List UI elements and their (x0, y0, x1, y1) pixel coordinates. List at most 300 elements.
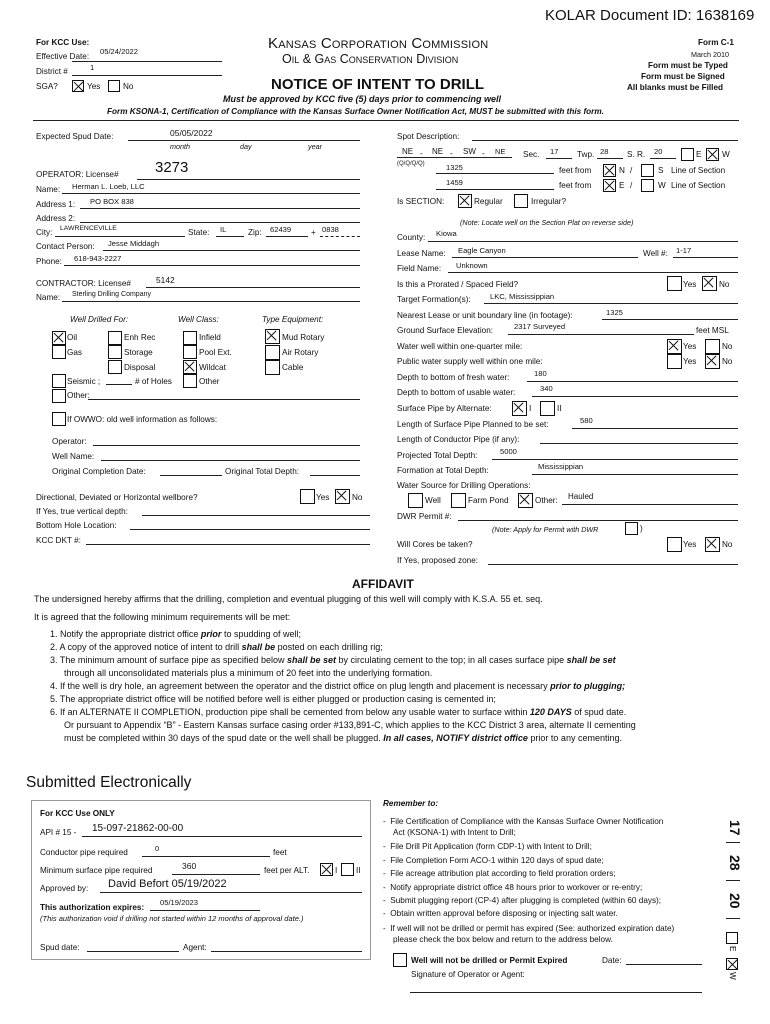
affidavit-item1 (50, 630, 301, 639)
item3-text-a: 3. The minimum amount of surface pipe as specified below (50, 655, 287, 665)
nearest-boundary-line (602, 319, 738, 320)
signature-line (410, 992, 702, 993)
directional-no-checkbox[interactable] (335, 489, 350, 504)
api-label: API # 15 - (40, 828, 77, 837)
directional-label: Directional, Deviated or Horizontal wellbore? (36, 493, 198, 502)
contact-label: Contact Person: (36, 242, 95, 251)
mud-rotary-checkbox[interactable] (265, 329, 280, 344)
feet1-line (436, 173, 554, 174)
remember-title: Remember to: (383, 799, 439, 808)
fresh-water-label: Depth to bottom of fresh water: (397, 373, 510, 382)
effective-date-label: Effective Date: (36, 52, 90, 61)
item1-text-a: 1. Notify the appropriate district office (50, 629, 201, 639)
affidavit-item6 (50, 708, 626, 717)
fresh-water-value[interactable]: 180 (534, 369, 547, 378)
sga-no-checkbox[interactable] (108, 80, 120, 92)
other-class-checkbox[interactable] (183, 374, 197, 388)
signature-label: Signature of Operator or Agent: (411, 970, 525, 979)
sga-label: SGA? (36, 82, 58, 91)
remember-8-text: If well will not be drilled or permit has expired (See: authorized expiration date) (390, 924, 675, 933)
directional-yes-label: Yes (316, 493, 330, 502)
remember-2: - File Drill Pit Application (form CDP-1) with Intent to Drill; (383, 842, 592, 851)
owwo-checkbox[interactable] (52, 412, 66, 426)
zip-plus: + (311, 228, 316, 237)
operator-license-label: OPERATOR: License# (36, 170, 119, 179)
source-other-checkbox[interactable] (518, 493, 533, 508)
type-equipment-heading: Type Equipment: (262, 315, 324, 324)
kcc-dkt-label: KCC DKT #: (36, 536, 81, 545)
seismic-label: Seismic ; (67, 377, 101, 386)
kcc-alt2-checkbox[interactable] (341, 863, 354, 876)
state-value[interactable]: IL (220, 225, 227, 234)
spud-date-kcc-line (87, 951, 179, 952)
prorated-no-label: No (719, 280, 730, 289)
enh-rec-label: Enh Rec (124, 333, 156, 342)
target-formation-line (484, 303, 738, 304)
bottom-hole-label: Bottom Hole Location: (36, 521, 117, 530)
cable-label: Cable (282, 363, 304, 372)
spot-description-label: Spot Description: (397, 132, 460, 141)
fresh-water-line (527, 381, 738, 382)
well-number-line (673, 257, 738, 258)
kcc-alt1-label: I (335, 866, 338, 875)
other-class-label: Other (199, 377, 220, 386)
expires-label: This authorization expires: (40, 903, 145, 912)
north-label: N (619, 166, 625, 175)
dwr-note: (Note: Apply for Permit with DWR (492, 525, 599, 534)
form-number: Form C-1 (698, 38, 734, 47)
remember-8: - If well will not be drilled or permit has expired (See: authorized expiration date) (383, 924, 675, 933)
orig-wellname-line (101, 460, 360, 461)
min-surface-label: Minimum surface pipe required (40, 866, 153, 875)
item6-text-f: In all cases, NOTIFY district office (383, 733, 528, 743)
remember-1-text: File Certification of Compliance with the Kansas Surface Owner Notification (390, 817, 664, 826)
phone-line (64, 265, 360, 266)
south-checkbox[interactable] (641, 164, 654, 177)
remember-8b: please check the box below and return to the address below. (393, 935, 613, 944)
source-farm-pond-checkbox[interactable] (451, 493, 466, 508)
zip-line (266, 236, 308, 237)
cable-checkbox[interactable] (265, 360, 280, 375)
affidavit-p1: The undersigned hereby affirms that the drilling, completion and eventual plugging of this well will comply with K.S.A. 55 et. seq. (34, 594, 543, 604)
other-drilled-line (88, 399, 360, 400)
state-label: State: (188, 228, 210, 237)
zip4-line (320, 236, 360, 237)
water-qm-no-label: No (722, 342, 733, 351)
cores-label: Will Cores be taken? (397, 540, 473, 549)
spud-date-label: Expected Spud Date: (36, 132, 114, 141)
item6-text-c: of spud date. (571, 707, 627, 717)
blanks-note: All blanks must be Filled (627, 83, 723, 92)
other-drilled-label: Other: (67, 391, 90, 400)
expires-value[interactable]: 05/19/2023 (160, 898, 199, 907)
enh-rec-checkbox[interactable] (108, 331, 122, 345)
expired-date-label: Date: (602, 956, 622, 965)
operator-license-value[interactable]: 3273 (155, 159, 189, 176)
alternate-2-checkbox[interactable] (540, 401, 555, 416)
city-label: City: (36, 228, 53, 237)
min-surface-line (172, 874, 260, 875)
section-value[interactable]: 17 (550, 147, 559, 156)
operator-license-line (137, 179, 360, 180)
formation-td-line (532, 474, 738, 475)
approved-by-line (100, 892, 362, 893)
section-label: Sec. (523, 150, 540, 159)
spud-date-kcc-label: Spud date: (40, 943, 80, 952)
target-formation-label: Target Formation(s): (397, 295, 471, 304)
disposal-checkbox[interactable] (108, 360, 122, 374)
contractor-license-label: CONTRACTOR: License# (36, 279, 131, 288)
item3-text-c: by circulating cement to the top; in all cases surface pipe (335, 655, 567, 665)
cores-yes-label: Yes (683, 540, 697, 549)
remember-6: - Submit plugging report (CP-4) after plugging is completed (within 60 days); (383, 896, 662, 905)
approval-notice: Must be approved by KCC five (5) days prior to commencing well (223, 94, 502, 104)
source-farm-pond-label: Farm Pond (468, 496, 509, 505)
contact-value[interactable]: Jesse Middagh (108, 239, 160, 248)
dwr-permit-line (458, 520, 738, 521)
range-label: S. R. (627, 150, 646, 159)
kcc-alt1-checkbox[interactable] (320, 863, 333, 876)
vertical-depth-label: If Yes, true vertical depth: (36, 507, 128, 516)
spot-description-line (472, 140, 738, 141)
kcc-alt2-label: II (356, 866, 361, 875)
month-caption: month (170, 142, 190, 151)
address1-line (80, 208, 360, 209)
item2-text-c: posted on each drilling rig; (275, 642, 383, 652)
remember-1: - File Certification of Compliance with the Kansas Surface Owner Notification (383, 817, 664, 826)
air-rotary-label: Air Rotary (282, 348, 319, 357)
side-divider-1 (726, 842, 740, 843)
feet-from-2: feet from (559, 181, 592, 190)
nearest-boundary-value[interactable]: 1325 (606, 308, 623, 317)
lease-line (452, 257, 638, 258)
public-water-yes-checkbox[interactable] (667, 354, 682, 369)
contact-line (103, 250, 360, 251)
formation-td-label: Formation at Total Depth: (397, 466, 489, 475)
side-range: 20 (727, 893, 743, 909)
south-label: S (658, 166, 664, 175)
water-qm-yes-label: Yes (683, 342, 697, 351)
item1-text-b: prior (200, 629, 222, 639)
district-value[interactable]: 1 (90, 63, 95, 72)
quarter-sep3: - (482, 149, 485, 158)
district-line (72, 75, 222, 76)
day-caption: day (240, 142, 252, 151)
source-other-value[interactable]: Hauled (568, 492, 594, 501)
water-qm-yes-checkbox[interactable] (667, 339, 682, 354)
remember-5-text: Notify appropriate district office 48 hours prior to workover or re-entry; (390, 883, 643, 892)
oil-label: Oil (67, 333, 78, 342)
water-source-label: Water Source for Drilling Operations: (397, 481, 531, 490)
alternate-1-label: I (529, 404, 532, 413)
target-formation-value[interactable]: LKC, Mississippian (490, 292, 555, 301)
district-label: District # (36, 67, 68, 76)
formation-td-value[interactable]: Mississippian (538, 462, 584, 471)
phone-value[interactable]: 618-943-2227 (74, 254, 122, 263)
regular-checkbox[interactable] (458, 194, 472, 208)
city-line (55, 236, 185, 237)
pool-ext-checkbox[interactable] (183, 345, 197, 359)
item4-text-b: prior to plugging; (550, 681, 626, 691)
lease-value[interactable]: Eagle Canyon (458, 246, 506, 255)
range-value[interactable]: 20 (654, 147, 663, 156)
alternate-1-checkbox[interactable] (512, 401, 527, 416)
remember-6-text: Submit plugging report (CP-4) after plugging is completed (within 60 days); (390, 896, 662, 905)
submitted-electronically: Submitted Electronically (26, 774, 192, 791)
ew-sep: / (630, 181, 633, 190)
water-qm-label: Water well within one-quarter mile: (397, 342, 523, 351)
public-water-no-checkbox[interactable] (705, 354, 720, 369)
approved-by-label: Approved by: (40, 884, 89, 893)
side-township: 28 (727, 855, 743, 871)
quarter1[interactable]: NE (402, 147, 414, 156)
typed-note: Form must be Typed (648, 61, 728, 70)
alternate-label: Surface Pipe by Alternate: (397, 404, 492, 413)
source-well-label: Well (425, 496, 441, 505)
mud-rotary-label: Mud Rotary (282, 333, 325, 342)
well-number-label: Well #: (643, 249, 668, 258)
conductor-line (540, 443, 738, 444)
range-east-label: E (696, 150, 702, 159)
conductor-required-value[interactable]: 0 (155, 844, 160, 853)
remember-4-text: File acreage attribution plat according to field proration orders; (390, 869, 616, 878)
remember-4: - File acreage attribution plat according to field proration orders; (383, 869, 616, 878)
address2-label: Address 2: (36, 214, 76, 223)
effective-date-value[interactable]: 05/24/2022 (100, 47, 139, 56)
affidavit-title: AFFIDAVIT (352, 577, 414, 591)
elevation-line (508, 334, 694, 335)
east-label: E (619, 181, 625, 190)
section-line (546, 158, 572, 159)
affidavit-item4 (50, 682, 625, 691)
field-label: Field Name: (397, 264, 442, 273)
holes-line (106, 384, 132, 385)
contractor-license-value[interactable]: 5142 (156, 275, 175, 285)
api-line (82, 836, 362, 837)
usable-water-value[interactable]: 340 (540, 384, 553, 393)
township-value[interactable]: 28 (600, 147, 609, 156)
operator-name-value[interactable]: Herman L. Loeb, LLC (72, 182, 145, 191)
prorated-label: Is this a Prorated / Spaced Field? (397, 280, 519, 289)
source-other-line (562, 504, 738, 505)
well-number-value[interactable]: 1-17 (676, 246, 692, 255)
feet1-value[interactable]: 1325 (446, 163, 463, 172)
affidavit-item3-cont: through all unconsolidated materials plus a minimum of 20 feet into the underlying formation. (64, 668, 433, 678)
side-west-label: W (728, 972, 737, 980)
side-section: 17 (727, 820, 743, 836)
approved-by-value[interactable]: David Befort 05/19/2022 (108, 878, 227, 890)
conductor-required-label: Conductor pipe required (40, 848, 128, 857)
projected-depth-line (492, 459, 738, 460)
directional-no-label: No (352, 493, 363, 502)
county-label: County: (397, 233, 426, 242)
irregular-label: Irregular? (531, 197, 567, 206)
field-line (448, 272, 738, 273)
remember-2-text: File Drill Pit Application (form CDP-1) with Intent to Drill; (390, 842, 592, 851)
spud-date-value[interactable]: 05/05/2022 (170, 128, 213, 138)
usable-water-label: Depth to bottom of usable water: (397, 388, 516, 397)
orig-depth-line (310, 475, 360, 476)
proposed-zone-label: If Yes, proposed zone: (397, 556, 479, 565)
proposed-zone-line (488, 564, 738, 565)
contractor-license-line (146, 287, 360, 288)
owwo-label: If OWWO: old well information as follows: (67, 415, 218, 424)
qqqq-caption: (Q/Q/Q/Q) (397, 161, 425, 167)
pool-ext-label: Pool Ext. (199, 348, 232, 357)
remember-3: - File Completion Form ACO-1 within 120 days of spud date; (383, 856, 604, 865)
side-east-checkbox[interactable] (726, 932, 738, 944)
cores-no-label: No (722, 540, 733, 549)
sga-yes-checkbox[interactable] (72, 80, 84, 92)
orig-operator-line (93, 445, 360, 446)
address2-line (80, 222, 360, 223)
item6-text-e: must be completed within 30 days of the spud date or the well shall be plugged. (64, 733, 384, 743)
public-water-label: Public water supply well within one mile: (397, 357, 543, 366)
projected-depth-value[interactable]: 5000 (500, 447, 517, 456)
agent-label: Agent: (183, 943, 207, 952)
form-title: NOTICE OF INTENT TO DRILL (271, 76, 485, 93)
disposal-label: Disposal (124, 363, 156, 372)
remember-7: - Obtain written approval before disposing or injecting salt water. (383, 909, 618, 918)
division-name: Oil & Gas Conservation Division (282, 52, 459, 66)
phone-label: Phone: (36, 257, 62, 266)
township-label: Twp. (577, 150, 595, 159)
affidavit-item6-cont2 (64, 734, 622, 743)
item6-text-a: 6. If an ALTERNATE II COMPLETION, production pipe shall be cemented from below any usable water to surface within (50, 707, 530, 717)
side-east-label: E (728, 946, 737, 952)
quarter3[interactable]: SW (463, 147, 476, 156)
address1-value[interactable]: PO BOX 838 (90, 197, 134, 206)
line-of-section-1: Line of Section (671, 166, 726, 175)
form-date: March 2010 (691, 50, 729, 59)
elevation-value[interactable]: 2317 Surveyed (514, 322, 566, 331)
projected-depth-label: Projected Total Depth: (397, 451, 478, 460)
conductor-feet: feet (273, 848, 287, 857)
feet-msl: feet MSL (696, 326, 729, 335)
kcc-use-only: For KCC Use ONLY (40, 809, 115, 818)
header-divider (33, 120, 739, 121)
line-of-section-2: Line of Section (671, 181, 726, 190)
contractor-name-value[interactable]: Sterling Drilling Company (72, 291, 151, 298)
api-value[interactable]: 15-097-21862-00-00 (92, 823, 184, 834)
north-checkbox[interactable] (603, 164, 616, 177)
zip4-value[interactable]: 0838 (322, 225, 339, 234)
will-not-be-drilled-label: Well will not be drilled or Permit Expired (411, 956, 568, 965)
feet-from-1: feet from (559, 166, 592, 175)
dwr-checkbox[interactable] (625, 522, 638, 535)
item3-text-b: shall be set (286, 655, 336, 665)
city-value[interactable]: LAWRENCEVILLE (60, 225, 117, 232)
side-divider-3 (726, 918, 740, 919)
conductor-label: Length of Conductor Pipe (if any): (397, 435, 520, 444)
zip-value[interactable]: 62439 (270, 225, 292, 234)
quarters-line (397, 157, 512, 158)
seismic-checkbox[interactable] (52, 374, 66, 388)
county-value[interactable]: Kiowa (436, 229, 457, 238)
sga-no-label: No (123, 82, 134, 91)
affidavit-item2 (50, 643, 383, 652)
item6-text-g: prior to any cementing. (527, 733, 622, 743)
wildcat-checkbox[interactable] (183, 360, 197, 374)
contractor-name-line (62, 301, 360, 302)
gas-checkbox[interactable] (52, 345, 66, 359)
dwr-note-close: ) (640, 524, 643, 533)
cores-yes-checkbox[interactable] (667, 537, 682, 552)
document-id: KOLAR Document ID: 1638169 (545, 7, 755, 24)
range-line (650, 158, 676, 159)
range-west-label: W (722, 150, 730, 159)
contractor-name-label: Name: (36, 293, 61, 302)
quarter2[interactable]: NE (432, 147, 444, 156)
dwr-permit-label: DWR Permit #: (397, 512, 452, 521)
west-label: W (658, 181, 666, 190)
east-checkbox[interactable] (603, 179, 616, 192)
wildcat-label: Wildcat (199, 363, 226, 372)
agency-name: Kansas Corporation Commission (268, 35, 489, 52)
orig-completion-line (160, 475, 222, 476)
quarter-sep2: - (450, 149, 453, 158)
surface-pipe-value[interactable]: 580 (580, 416, 593, 425)
directional-yes-checkbox[interactable] (300, 489, 315, 504)
feet2-value[interactable]: 1459 (446, 178, 463, 187)
state-line (216, 236, 244, 237)
storage-checkbox[interactable] (108, 345, 122, 359)
prorated-yes-checkbox[interactable] (667, 276, 682, 291)
range-west-checkbox[interactable] (706, 148, 719, 161)
will-not-be-drilled-checkbox[interactable] (393, 953, 407, 967)
irregular-checkbox[interactable] (514, 194, 528, 208)
source-other-label: Other: (535, 496, 558, 505)
regular-label: Regular (474, 197, 503, 206)
cores-no-checkbox[interactable] (705, 537, 720, 552)
field-value[interactable]: Unknown (456, 261, 488, 270)
sga-yes-label: Yes (87, 82, 101, 91)
public-water-no-label: No (722, 357, 733, 366)
source-well-checkbox[interactable] (408, 493, 423, 508)
storage-label: Storage (124, 348, 153, 357)
expired-date-line (626, 964, 702, 965)
min-surface-value[interactable]: 360 (182, 861, 197, 871)
water-qm-no-checkbox[interactable] (705, 339, 720, 354)
quarter4[interactable]: NE (495, 147, 506, 156)
orig-wellname-label: Well Name: (52, 452, 95, 461)
other-drilled-checkbox[interactable] (52, 389, 66, 403)
affidavit-item5: 5. The appropriate district office will be notified before well is either plugged or production casing is cemented in; (50, 694, 496, 704)
year-caption: year (308, 142, 322, 151)
bottom-hole-line (130, 529, 370, 530)
kcc-use-label: For KCC Use: (36, 38, 90, 47)
side-divider-2 (726, 880, 740, 881)
well-class-heading: Well Class: (178, 315, 219, 324)
range-east-checkbox[interactable] (681, 148, 694, 161)
ksona-notice: Form KSONA-1, Certification of Compliance with the Kansas Surface Owner Notification Act, MUST be submitted with this form. (107, 107, 604, 116)
feet2-line (436, 189, 554, 190)
oil-checkbox[interactable] (52, 331, 66, 345)
county-line (428, 241, 738, 242)
remember-7-text: Obtain written approval before disposing or injecting salt water. (390, 909, 618, 918)
infield-checkbox[interactable] (183, 331, 197, 345)
usable-water-line (532, 396, 738, 397)
remember-3-text: File Completion Form ACO-1 within 120 days of spud date; (390, 856, 604, 865)
west-checkbox[interactable] (641, 179, 654, 192)
air-rotary-checkbox[interactable] (265, 345, 280, 360)
lease-label: Lease Name: (397, 249, 446, 258)
operator-name-line (62, 193, 360, 194)
prorated-no-checkbox[interactable] (702, 276, 717, 291)
orig-operator-label: Operator: (52, 437, 87, 446)
side-west-checkbox[interactable] (726, 958, 738, 970)
ns-sep: / (630, 166, 633, 175)
